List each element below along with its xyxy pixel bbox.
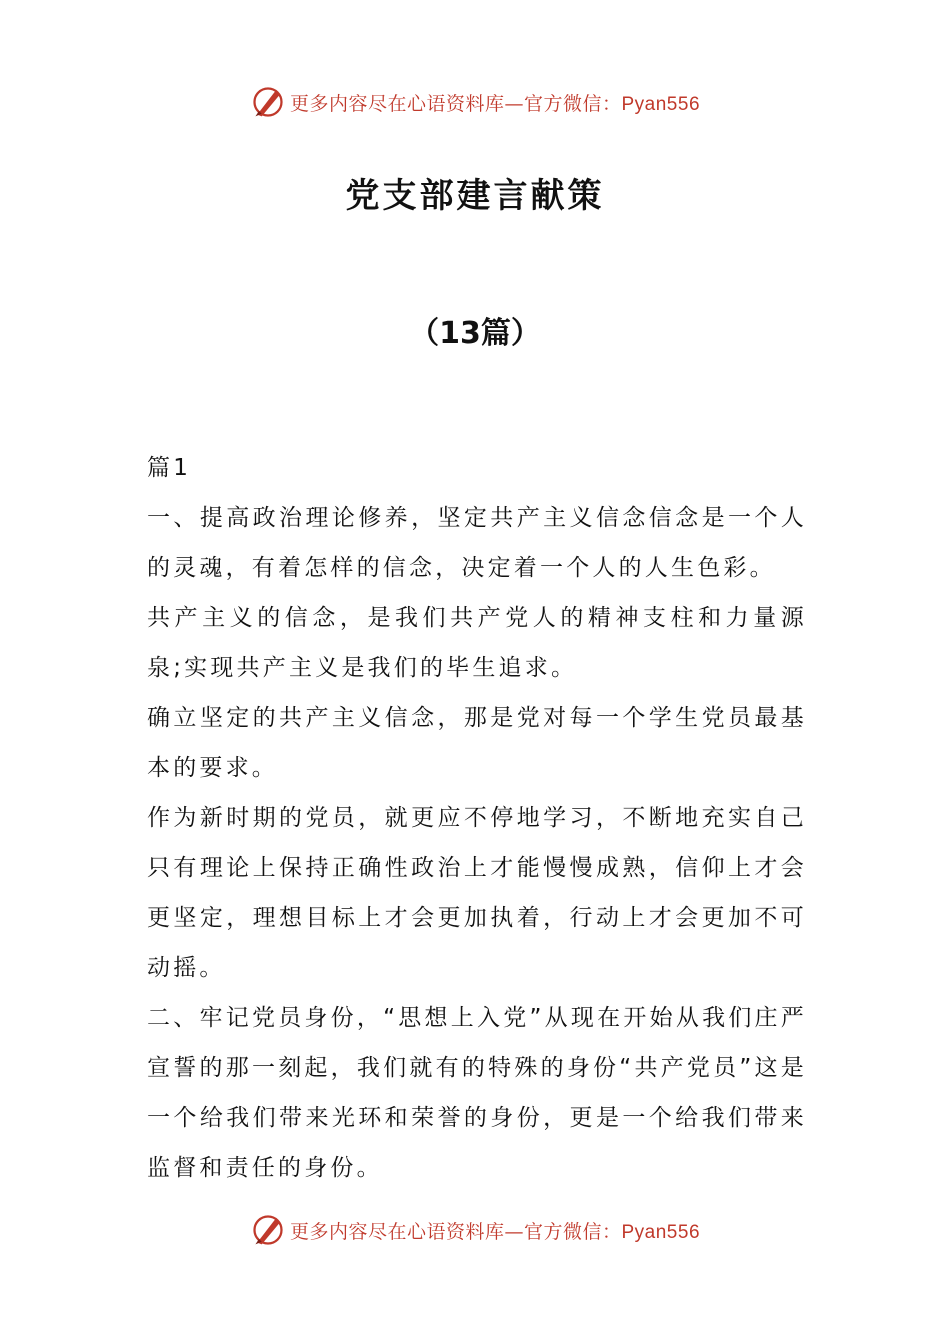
paragraph: 确立坚定的共产主义信念，那是党对每一个学生党员最基本的要求。: [147, 705, 807, 781]
banner-text: 更多内容尽在心语资料库—官方微信：Pyan556: [289, 1220, 701, 1243]
paragraph: 一、提高政治理论修养，坚定共产主义信念信念是一个人的灵魂，有着怎样的信念，决定着一个人的人生色彩。: [147, 505, 807, 581]
paragraph: 共产主义的信念，是我们共产党人的精神支柱和力量源泉;实现共产主义是我们的毕生追求。: [147, 605, 807, 681]
footer-banner: [0, 1210, 950, 1250]
document-subtitle: （13篇）: [409, 316, 541, 351]
paragraph: 作为新时期的党员，就更应不停地学习，不断地充实自己只有理论上保持正确性政治上才能慢慢成熟，信仰上才会更坚定，理想目标上才会更加执着，行动上才会更加不可动摇。: [147, 805, 807, 981]
section-label: 篇1: [147, 455, 192, 481]
wechat-id: Pyan556: [621, 1221, 701, 1243]
quill-pen-logo-icon: [250, 84, 286, 120]
wechat-id: Pyan556: [621, 93, 701, 115]
paragraph: 二、牢记党员身份，“思想上入党”从现在开始从我们庄严宣誓的那一刻起，我们就有的特殊的身份“共产党员”这是一个给我们带来光环和荣誉的身份，更是一个给我们带来监督和责任的身份。: [147, 1005, 807, 1181]
header-banner: [0, 82, 950, 122]
quill-pen-logo-icon: [250, 1212, 286, 1248]
document-title: 党支部建言献策: [345, 176, 605, 216]
document-body: [147, 443, 807, 1193]
banner-text: 更多内容尽在心语资料库—官方微信：Pyan556: [289, 92, 701, 115]
